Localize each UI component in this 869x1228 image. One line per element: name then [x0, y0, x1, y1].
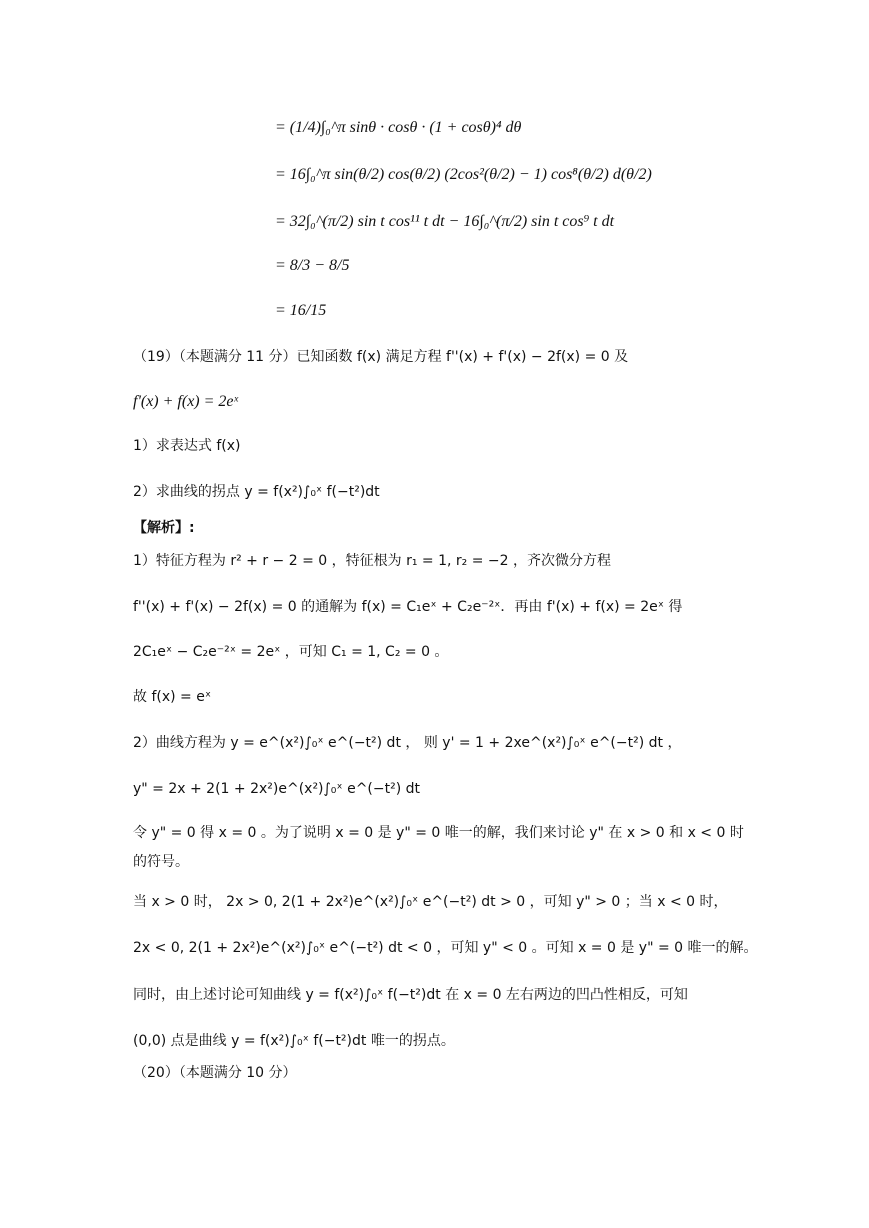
solution-line-1: 1）特征方程为 r² + r − 2 = 0 ，特征根为 r₁ = 1, r₂ = −2 ，齐次微分方程 [133, 553, 611, 569]
solution-line-5: 2）曲线方程为 y = e^(x²)∫₀ˣ e^(−t²) dt ， 则 y' = 1 + 2xe^(x²)∫₀ˣ e^(−t²) dt ， [133, 735, 682, 751]
derivation-step-3: = 32∫₀^(π/2) sin t cos¹¹ t dt − 16∫₀^(π/2) sin t cos⁹ t dt [275, 213, 615, 230]
solution-heading: 【解析】: [133, 520, 195, 536]
q19-statement: （19）（本题满分 11 分）已知函数 f(x) 满足方程 f''(x) + f'(x) − 2f(x) = 0 及 [133, 349, 629, 365]
derivation-step-1: = (1/4)∫₀^π sinθ · cosθ · (1 + cosθ)⁴ dθ [275, 119, 522, 136]
solution-line-6: y" = 2x + 2(1 + 2x²)e^(x²)∫₀ˣ e^(−t²) dt [133, 781, 421, 797]
solution-line-8: 的符号。 [133, 854, 189, 870]
derivation-step-5: = 16/15 [275, 302, 327, 319]
q19-condition: f'(x) + f(x) = 2eˣ [133, 393, 239, 410]
derivation-step-2: = 16∫₀^π sin(θ/2) cos(θ/2) (2cos²(θ/2) − 1) cos⁸(θ/2) d(θ/2) [275, 166, 652, 183]
solution-line-12: (0,0) 点是曲线 y = f(x²)∫₀ˣ f(−t²)dt 唯一的拐点。 [133, 1033, 455, 1049]
solution-line-9: 当 x > 0 时， 2x > 0, 2(1 + 2x²)e^(x²)∫₀ˣ e^(−t²) dt > 0 ，可知 y" > 0 ；当 x < 0 时， [133, 894, 728, 910]
solution-line-2: f''(x) + f'(x) − 2f(x) = 0 的通解为 f(x) = C₁eˣ + C₂e⁻²ˣ．再由 f'(x) + f(x) = 2eˣ 得 [133, 599, 683, 615]
solution-line-3: 2C₁eˣ − C₂e⁻²ˣ = 2eˣ ，可知 C₁ = 1, C₂ = 0 。 [133, 644, 449, 660]
q19-part-2: 2）求曲线的拐点 y = f(x²)∫₀ˣ f(−t²)dt [133, 484, 380, 500]
solution-line-7: 令 y" = 0 得 x = 0 。为了说明 x = 0 是 y" = 0 唯一的解，我们来讨论 y" 在 x > 0 和 x < 0 时 [133, 825, 744, 841]
q19-part-1: 1）求表达式 f(x) [133, 438, 241, 454]
solution-line-10: 2x < 0, 2(1 + 2x²)e^(x²)∫₀ˣ e^(−t²) dt < 0 ，可知 y" < 0 。可知 x = 0 是 y" = 0 唯一的解。 [133, 940, 758, 956]
solution-line-4: 故 f(x) = eˣ [133, 689, 212, 705]
solution-line-11: 同时，由上述讨论可知曲线 y = f(x²)∫₀ˣ f(−t²)dt 在 x = 0 左右两边的凹凸性相反，可知 [133, 987, 688, 1003]
q20-heading: （20）（本题满分 10 分） [133, 1065, 297, 1081]
derivation-step-4: = 8/3 − 8/5 [275, 257, 350, 274]
